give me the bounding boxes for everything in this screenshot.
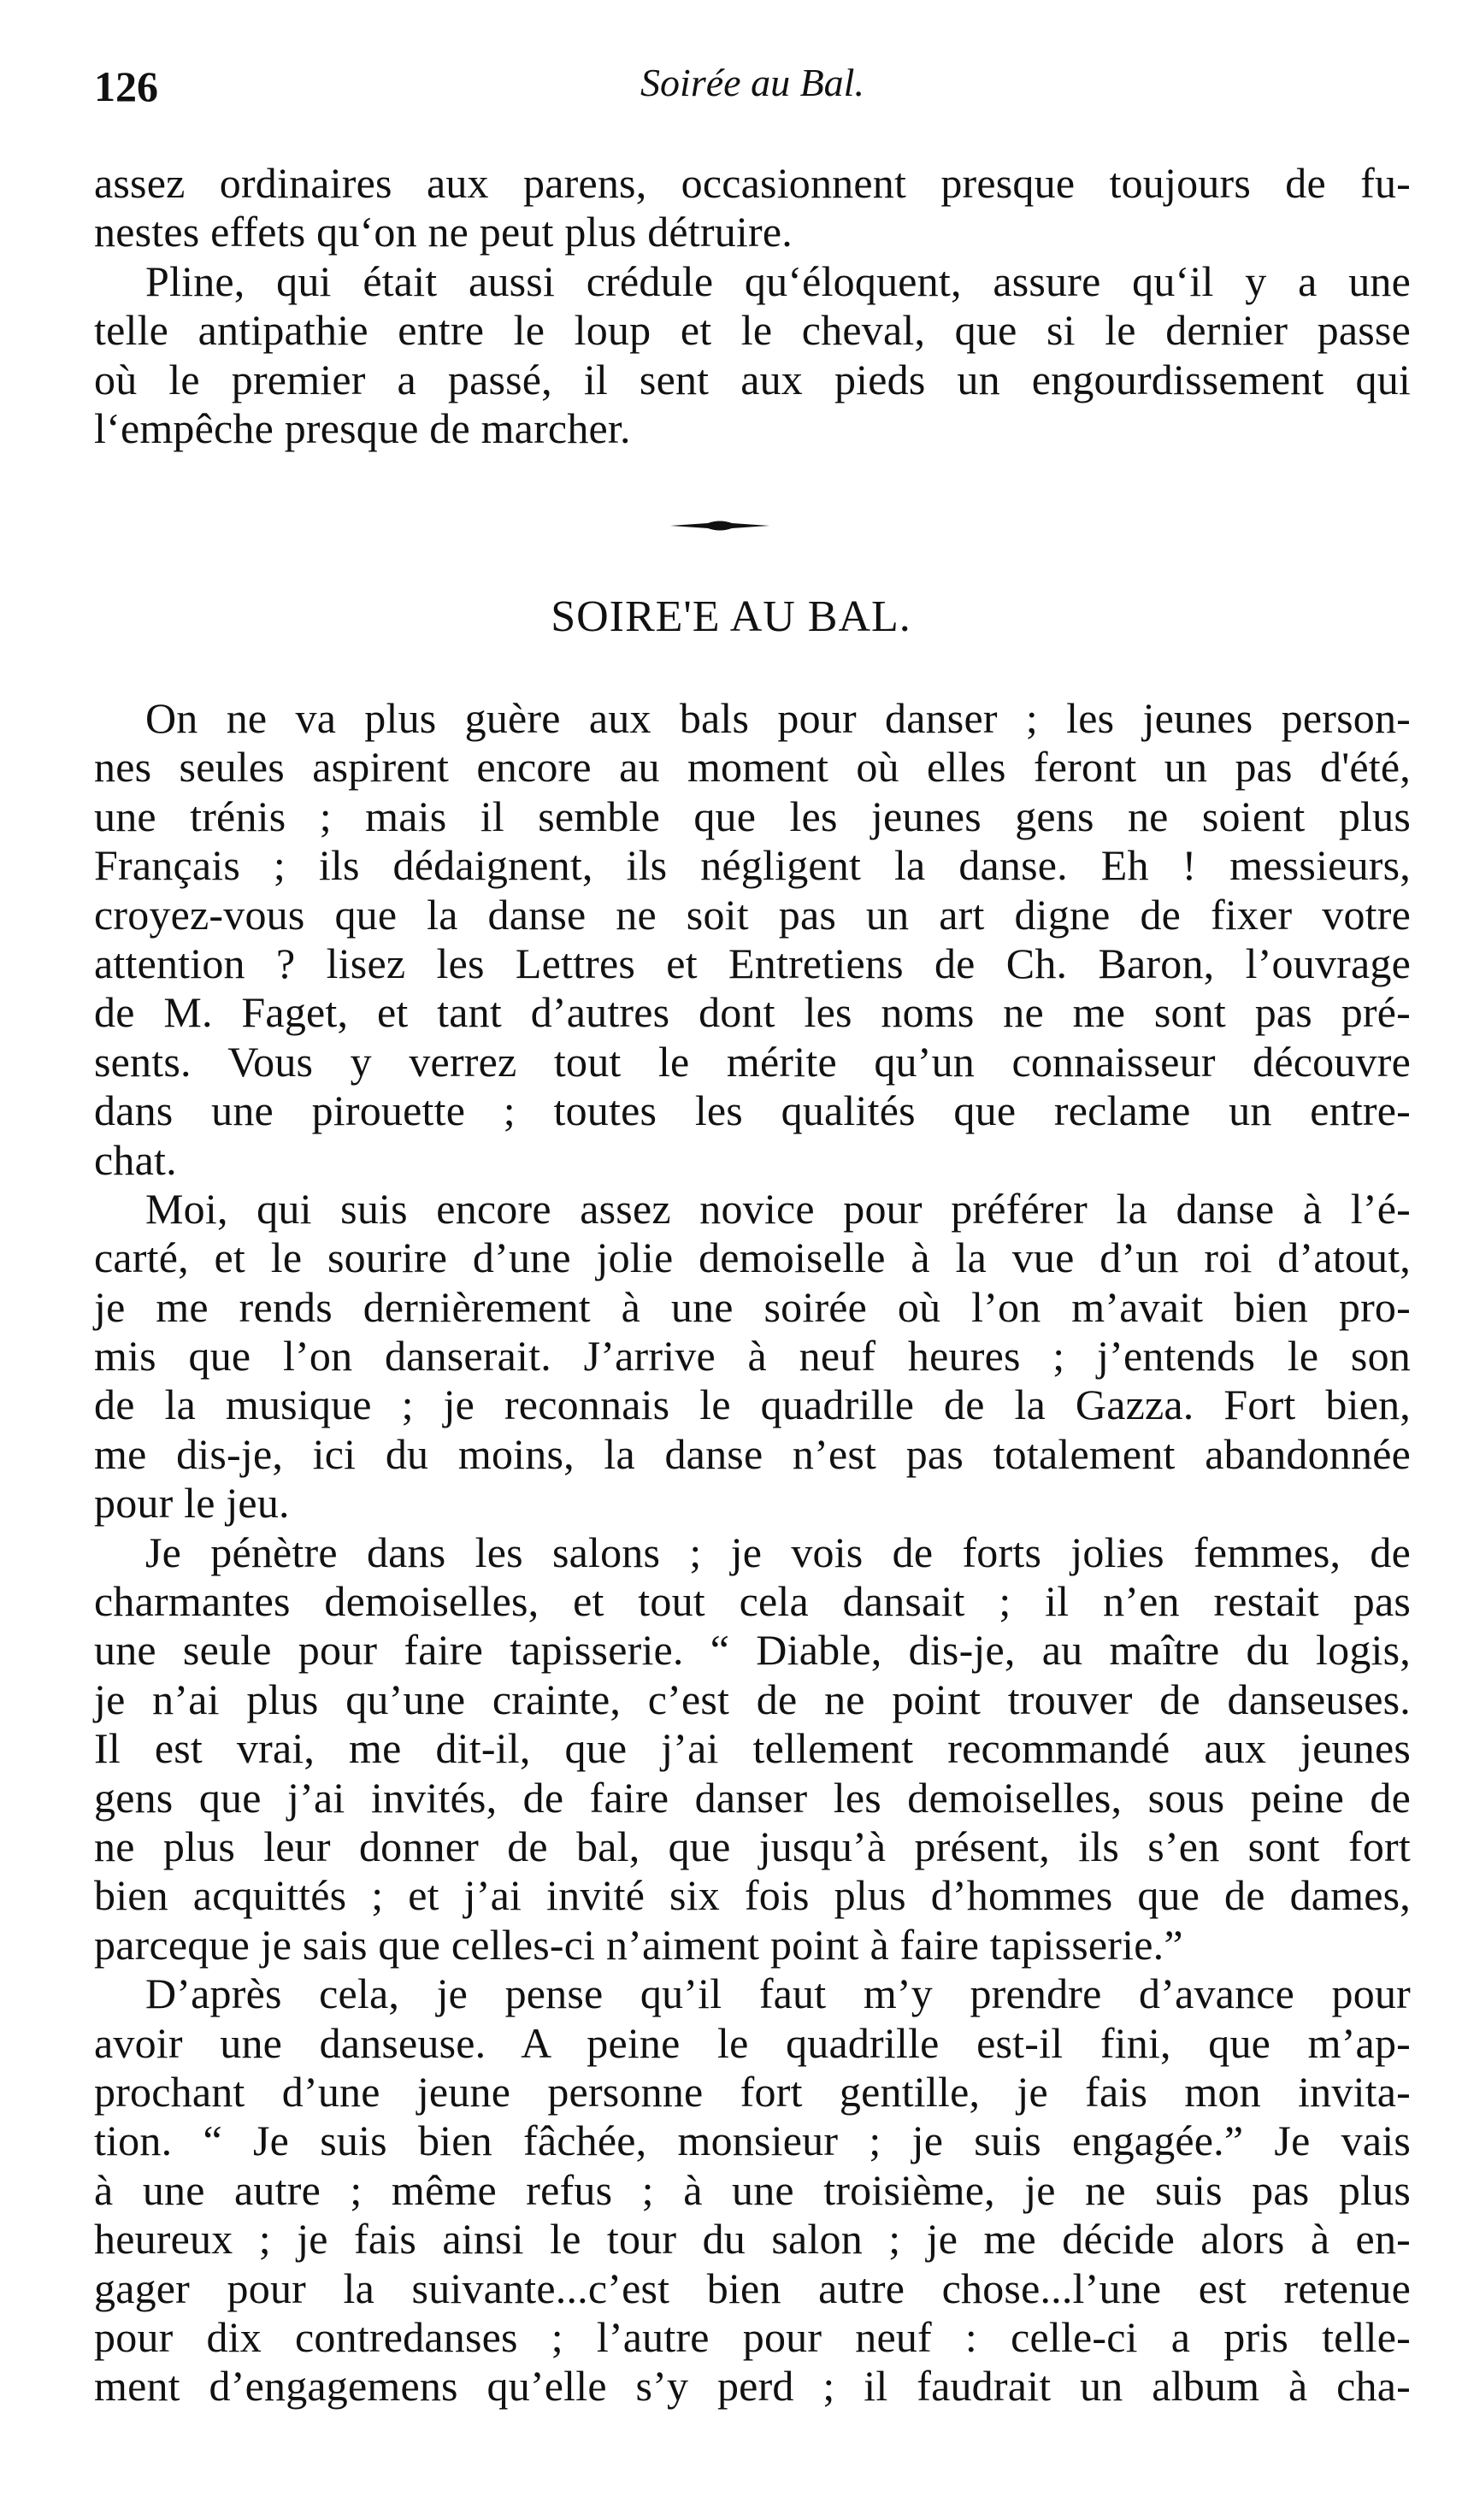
text-line: Moi, qui suis encore assez novice pour préférer la danse à l’é-	[145, 1184, 1411, 1233]
text-line: Il est vrai, me dit-il, que j’ai tellement recommandé aux jeunes	[94, 1724, 1411, 1773]
text-line: de M. Faget, et tant d’autres dont les noms ne me sont pas pré-	[94, 988, 1411, 1037]
text-line: telle antipathie entre le loup et le cheval, que si le dernier passe	[94, 306, 1411, 355]
text-line: je me rends dernièrement à une soirée où l’on m’avait bien pro-	[94, 1282, 1411, 1331]
intro-paragraphs	[94, 159, 1411, 453]
text-line: à une autre ; même refus ; à une troisième, je ne suis pas plus	[94, 2165, 1411, 2214]
text-line: carté, et le sourire d’une jolie demoiselle à la vue d’un roi d’atout,	[94, 1234, 1411, 1282]
text-line: attention ? lisez les Lettres et Entretiens de Ch. Baron, l’ouvrage	[94, 939, 1411, 987]
text-line: croyez-vous que la danse ne soit pas un art digne de fixer votre	[94, 890, 1411, 939]
text-line: gens que j’ai invités, de faire danser les demoiselles, sous peine de	[94, 1773, 1411, 1822]
running-title: Soirée au Bal.	[640, 61, 864, 104]
text-line: mis que l’on danserait. J’arrive à neuf heures ; j’entends le son	[94, 1332, 1411, 1381]
text-line: gager pour la suivante...c’est bien autre chose...l’une est retenue	[94, 2264, 1411, 2312]
text-line: dans une pirouette ; toutes les qualités que reclame un entre-	[94, 1086, 1411, 1135]
text-line: pour le jeu.	[94, 1479, 290, 1528]
text-line: je n’ai plus qu’une crainte, c’est de ne point trouver de danseuses.	[94, 1675, 1411, 1723]
text-line: une seule pour faire tapisserie. “ Diable, dis-je, au maître du logis,	[94, 1626, 1411, 1675]
text-line: bien acquittés ; et j’ai invité six fois plus d’hommes que de dames,	[94, 1871, 1411, 1920]
text-line: chat.	[94, 1135, 177, 1184]
text-line: sents. Vous y verrez tout le mérite qu’un connaisseur découvre	[94, 1037, 1411, 1086]
text-line: ne plus leur donner de bal, que jusqu’à présent, ils s’en sont fort	[94, 1822, 1411, 1870]
text-line: assez ordinaires aux parens, occasionnent presque toujours de fu-	[94, 159, 1411, 207]
page-header	[94, 56, 1411, 116]
text-line: de la musique ; je reconnais le quadrille de la Gazza. Fort bien,	[94, 1381, 1411, 1429]
text-line: où le premier a passé, il sent aux pieds un engourdissement qui	[94, 355, 1411, 403]
text-line: ment d’engagemens qu’elle s’y perd ; il faudrait un album à cha-	[94, 2362, 1411, 2411]
text-line: D’après cela, je pense qu’il faut m’y prendre d’avance pour	[145, 1969, 1411, 2018]
text-line: une trénis ; mais il semble que les jeunes gens ne soient plus	[94, 792, 1411, 840]
text-line: nestes effets qu‘on ne peut plus détruire.	[94, 208, 793, 256]
text-line: tion. “ Je suis bien fâchée, monsieur ; je suis engagée.” Je vais	[94, 2117, 1411, 2165]
text-line: heureux ; je fais ainsi le tour du salon ; je me décide alors à en-	[94, 2215, 1411, 2264]
text-line: pour dix contredanses ; l’autre pour neuf : celle-ci a pris telle-	[94, 2312, 1411, 2361]
page-number: 126	[94, 62, 158, 110]
text-line: parceque je sais que celles-ci n’aiment point à faire tapisserie.”	[94, 1920, 1183, 1969]
text-line: me dis-je, ici du moins, la danse n’est pas totalement abandonnée	[94, 1429, 1411, 1478]
text-line: Pline, qui était aussi crédule qu‘éloquent, assure qu‘il y a une	[145, 256, 1411, 305]
text-line: nes seules aspirent encore au moment où elles feront un pas d'été,	[94, 743, 1411, 792]
text-line: avoir une danseuse. A peine le quadrille est-il fini, que m’ap-	[94, 2018, 1411, 2067]
text-line: Français ; ils dédaignent, ils négligent la danse. Eh ! messieurs,	[94, 841, 1411, 890]
section-divider-ornament	[669, 516, 771, 535]
text-line: prochant d’une jeune personne fort gentille, je fais mon invita-	[94, 2067, 1411, 2116]
text-line: Je pénètre dans les salons ; je vois de forts jolies femmes, de	[145, 1528, 1411, 1576]
text-line: charmantes demoiselles, et tout cela dansait ; il n’en restait pas	[94, 1577, 1411, 1626]
main-text	[94, 694, 1411, 2411]
text-line: On ne va plus guère aux bals pour danser ; les jeunes person-	[145, 694, 1411, 742]
text-line: l‘empêche presque de marcher.	[94, 403, 631, 452]
section-title: SOIRE'E AU BAL.	[551, 592, 911, 641]
